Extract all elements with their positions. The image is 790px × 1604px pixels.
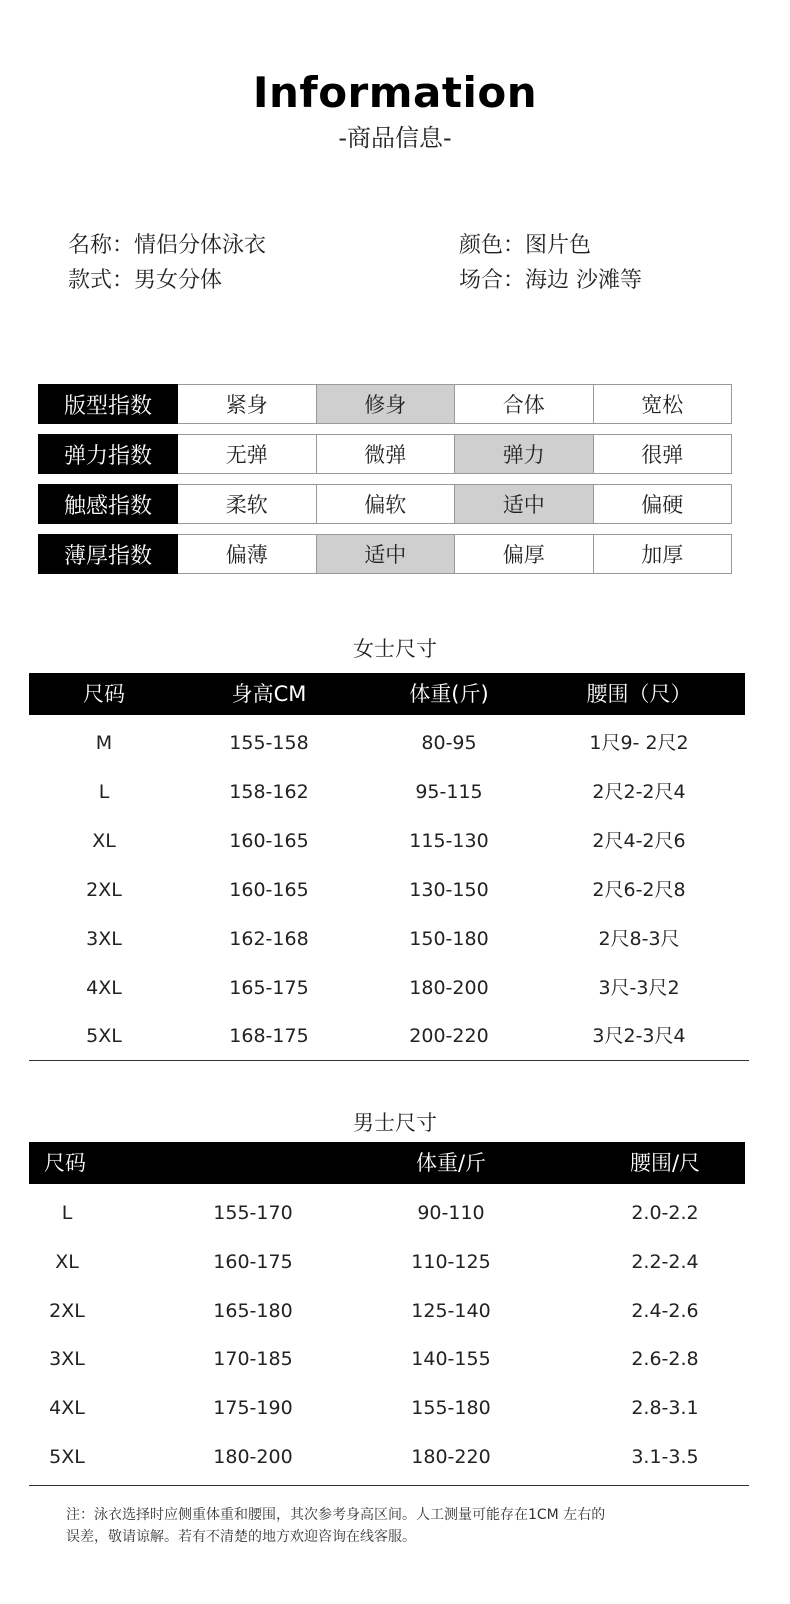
cell-weight: 110-125 bbox=[411, 1251, 491, 1273]
cell-weight: 95-115 bbox=[415, 781, 483, 803]
index-option: 无弹 bbox=[178, 434, 317, 474]
cell-height: 175-190 bbox=[213, 1397, 293, 1419]
page-subtitle: -商品信息- bbox=[338, 124, 452, 152]
index-option: 偏薄 bbox=[178, 534, 317, 574]
cell-waist: 2.6-2.8 bbox=[631, 1348, 699, 1370]
footnote bbox=[66, 1504, 746, 1548]
cell-weight: 180-200 bbox=[409, 977, 489, 999]
table-row bbox=[29, 1012, 745, 1060]
index-row-fit bbox=[38, 384, 732, 424]
cell-size: M bbox=[95, 732, 113, 754]
table-row bbox=[29, 817, 745, 865]
index-option: 偏厚 bbox=[455, 534, 594, 574]
table-row bbox=[29, 768, 745, 816]
info-style: 款式：男女分体 bbox=[68, 268, 223, 293]
table-row bbox=[29, 915, 745, 963]
cell-weight: 130-150 bbox=[409, 879, 489, 901]
cell-size: 4XL bbox=[49, 1397, 85, 1419]
cell-waist: 2.2-2.4 bbox=[631, 1251, 699, 1273]
column-header: 腰围/尺 bbox=[629, 1151, 701, 1175]
cell-waist: 3尺-3尺2 bbox=[598, 977, 680, 999]
cell-size: 4XL bbox=[86, 977, 122, 999]
cell-waist: 2尺2-2尺4 bbox=[592, 781, 686, 803]
cell-height: 158-162 bbox=[229, 781, 309, 803]
table-row bbox=[29, 1335, 745, 1383]
table-row bbox=[29, 719, 745, 767]
table-row bbox=[29, 964, 745, 1012]
cell-height: 160-165 bbox=[229, 879, 309, 901]
cell-waist: 3尺2-3尺4 bbox=[592, 1025, 686, 1047]
cell-size: 2XL bbox=[86, 879, 122, 901]
index-option-selected: 适中 bbox=[455, 484, 594, 524]
cell-size: 2XL bbox=[49, 1300, 85, 1322]
women-size-title: 女士尺寸 bbox=[353, 637, 437, 661]
index-option: 偏硬 bbox=[594, 484, 733, 524]
cell-height: 155-170 bbox=[213, 1202, 293, 1224]
index-label: 版型指数 bbox=[38, 384, 178, 424]
cell-size: XL bbox=[55, 1251, 79, 1273]
cell-waist: 2尺4-2尺6 bbox=[592, 830, 686, 852]
table-row bbox=[29, 866, 745, 914]
cell-weight: 140-155 bbox=[411, 1348, 491, 1370]
page-title: Information bbox=[252, 68, 538, 117]
cell-waist: 2尺6-2尺8 bbox=[592, 879, 686, 901]
table-divider bbox=[29, 1060, 749, 1061]
cell-height: 155-158 bbox=[229, 732, 309, 754]
cell-size: 5XL bbox=[49, 1446, 85, 1468]
index-option-selected: 修身 bbox=[317, 384, 456, 424]
table-row bbox=[29, 1384, 745, 1432]
cell-weight: 90-110 bbox=[417, 1202, 485, 1224]
cell-size: L bbox=[61, 1202, 73, 1224]
cell-waist: 2.4-2.6 bbox=[631, 1300, 699, 1322]
info-occasion: 场合：海边 沙滩等 bbox=[459, 268, 642, 293]
cell-height: 165-175 bbox=[229, 977, 309, 999]
table-row bbox=[29, 1238, 745, 1286]
footnote-line: 注：泳衣选择时应侧重体重和腰围，其次参考身高区间。人工测量可能存在1CM 左右的 bbox=[66, 1507, 606, 1523]
index-row-stretch bbox=[38, 434, 732, 474]
column-header: 体重/斤 bbox=[415, 1151, 487, 1175]
index-option: 很弹 bbox=[594, 434, 733, 474]
cell-weight: 200-220 bbox=[409, 1025, 489, 1047]
cell-size: 5XL bbox=[86, 1025, 122, 1047]
men-size-title: 男士尺寸 bbox=[353, 1111, 437, 1135]
index-option: 柔软 bbox=[178, 484, 317, 524]
index-option: 宽松 bbox=[594, 384, 733, 424]
cell-waist: 2.0-2.2 bbox=[631, 1202, 699, 1224]
table-row bbox=[29, 1189, 745, 1237]
cell-weight: 125-140 bbox=[411, 1300, 491, 1322]
cell-height: 162-168 bbox=[229, 928, 309, 950]
index-option: 紧身 bbox=[178, 384, 317, 424]
column-header: 尺码 bbox=[44, 1151, 86, 1175]
column-header bbox=[193, 1142, 313, 1184]
info-name: 名称：情侣分体泳衣 bbox=[68, 233, 267, 258]
cell-height: 160-175 bbox=[213, 1251, 293, 1273]
cell-weight: 150-180 bbox=[409, 928, 489, 950]
column-header: 身高CM bbox=[231, 682, 307, 706]
index-label: 薄厚指数 bbox=[38, 534, 178, 574]
men-table-header bbox=[29, 1142, 745, 1184]
cell-waist: 2尺8-3尺 bbox=[598, 928, 680, 950]
index-option-selected: 弹力 bbox=[455, 434, 594, 474]
cell-height: 160-165 bbox=[229, 830, 309, 852]
table-divider bbox=[29, 1485, 749, 1486]
cell-weight: 80-95 bbox=[421, 732, 477, 754]
cell-waist: 1尺9- 2尺2 bbox=[589, 732, 689, 754]
cell-height: 168-175 bbox=[229, 1025, 309, 1047]
index-option: 合体 bbox=[455, 384, 594, 424]
column-header: 体重(斤) bbox=[409, 682, 489, 706]
cell-size: 3XL bbox=[86, 928, 122, 950]
cell-weight: 115-130 bbox=[409, 830, 489, 852]
index-label: 弹力指数 bbox=[38, 434, 178, 474]
cell-height: 165-180 bbox=[213, 1300, 293, 1322]
table-row bbox=[29, 1287, 745, 1335]
cell-weight: 180-220 bbox=[411, 1446, 491, 1468]
cell-waist: 3.1-3.5 bbox=[631, 1446, 699, 1468]
index-option: 加厚 bbox=[594, 534, 733, 574]
women-table-header bbox=[29, 673, 745, 715]
column-header: 尺码 bbox=[83, 682, 125, 706]
index-option: 偏软 bbox=[317, 484, 456, 524]
cell-weight: 155-180 bbox=[411, 1397, 491, 1419]
cell-size: L bbox=[98, 781, 110, 803]
cell-height: 180-200 bbox=[213, 1446, 293, 1468]
index-label: 触感指数 bbox=[38, 484, 178, 524]
cell-size: 3XL bbox=[49, 1348, 85, 1370]
table-row bbox=[29, 1433, 745, 1481]
cell-waist: 2.8-3.1 bbox=[631, 1397, 699, 1419]
index-option-selected: 适中 bbox=[317, 534, 456, 574]
column-header: 腰围（尺） bbox=[586, 682, 692, 706]
index-row-thickness bbox=[38, 534, 732, 574]
footnote-line: 误差，敬请谅解。若有不清楚的地方欢迎咨询在线客服。 bbox=[66, 1529, 416, 1545]
index-option: 微弹 bbox=[317, 434, 456, 474]
info-color: 颜色：图片色 bbox=[459, 233, 592, 258]
index-row-feel bbox=[38, 484, 732, 524]
cell-height: 170-185 bbox=[213, 1348, 293, 1370]
cell-size: XL bbox=[92, 830, 116, 852]
